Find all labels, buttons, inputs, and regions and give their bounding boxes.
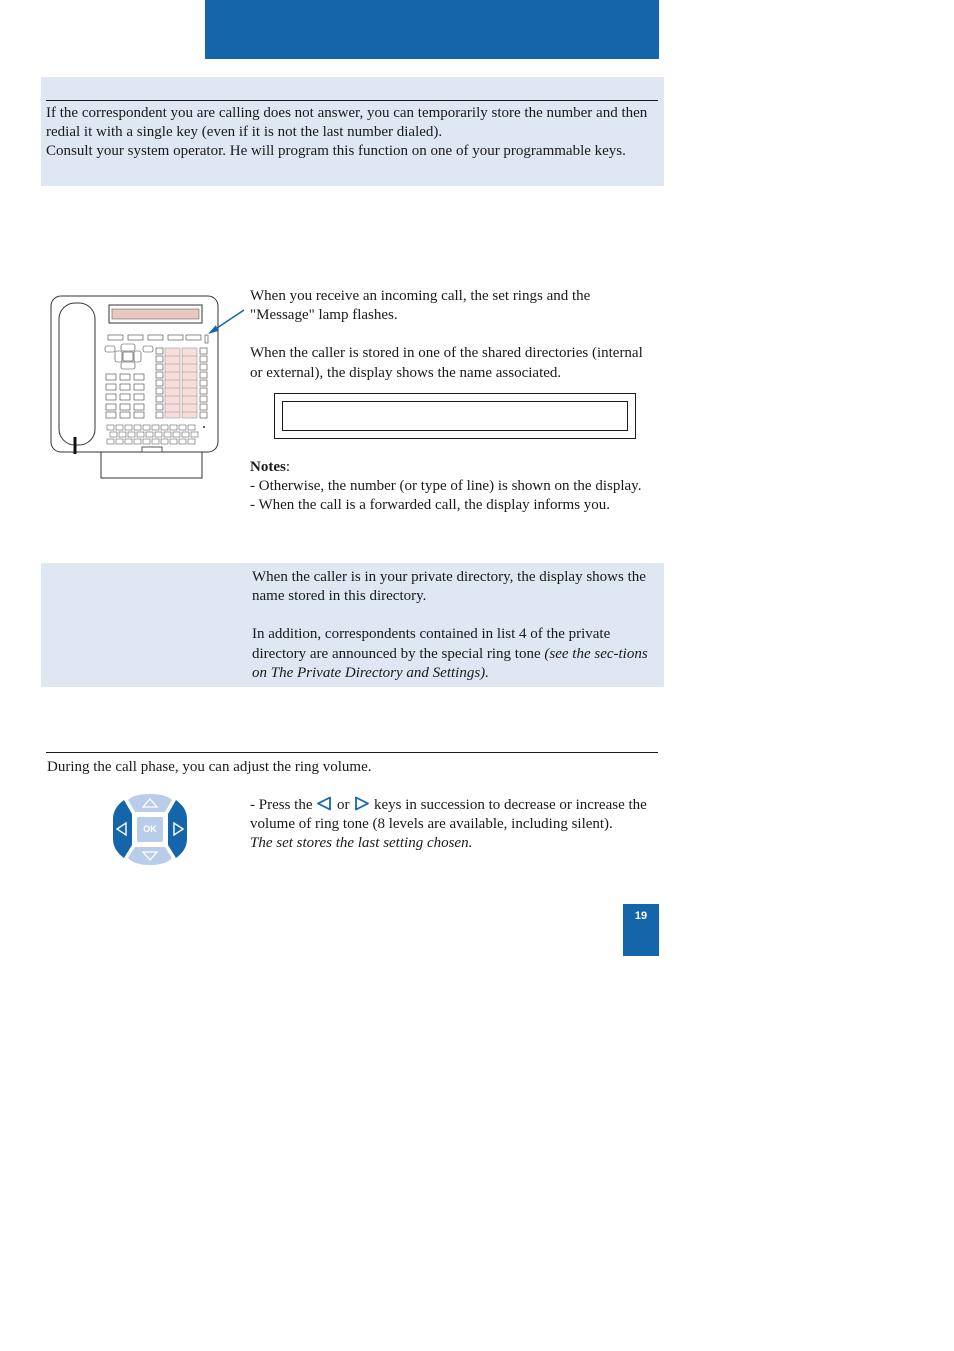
- press-suffix: keys in succession to decrease or increase the volume of ring tone (8 levels are available, including silent).: [250, 797, 647, 833]
- page-number: 19: [634, 910, 648, 922]
- shared-directory-text: When the caller is stored in one of the shared directories (internal or external), the display shows the name associated.: [250, 345, 643, 381]
- display-box: [274, 393, 636, 439]
- incoming-call-text: When you receive an incoming call, the set rings and the "Message" lamp flashes.: [250, 288, 591, 324]
- press-keys-text: [250, 796, 658, 834]
- section4-instructions: [250, 796, 658, 854]
- private-directory-text: When the caller is in your private directory, the display shows the name stored in this directory.: [252, 569, 646, 605]
- press-or: or: [337, 797, 350, 813]
- section1-text: [46, 104, 660, 162]
- notes-label: Notes: [250, 459, 286, 475]
- notes-colon: :: [285, 459, 290, 475]
- last-setting-note: [250, 834, 658, 853]
- section1-para1: If the correspondent you are calling does not answer, you can temporarily store the number and then redial it with a single key (even if it is not the last number dialed).: [46, 105, 648, 141]
- notes-block: [250, 458, 650, 516]
- note-2: - When the call is a forwarded call, the display informs you.: [250, 497, 611, 514]
- notes-heading: [250, 458, 650, 477]
- press-prefix: - Press the: [250, 797, 313, 813]
- special-ring-plain: In addition, correspondents contained in list 4 of the private directory are announced by the special ring tone: [252, 626, 611, 662]
- section2-text: [250, 287, 650, 383]
- left-arrow-key-icon: [316, 796, 333, 811]
- special-ring-reference: (see the sec-tions on The Private Directory and Settings).: [252, 645, 648, 681]
- page-number-tab: [623, 904, 659, 956]
- last-setting-italic: The set stores the last setting chosen.: [250, 835, 473, 852]
- header-band: [205, 0, 659, 59]
- section1-rule: [46, 100, 658, 101]
- section3-text: [252, 568, 654, 683]
- ok-key-label: OK: [143, 824, 157, 834]
- section4-rule: [46, 752, 658, 753]
- ring-volume-intro: During the call phase, you can adjust the ring volume.: [47, 759, 372, 775]
- display-screen: [282, 401, 628, 431]
- note-1: - Otherwise, the number (or type of line) is shown on the display.: [250, 478, 642, 495]
- phone-illustration: [48, 294, 248, 486]
- section1-para2: Consult your system operator. He will program this function on one of your programmable keys.: [46, 143, 626, 160]
- special-ring-text: [252, 625, 654, 683]
- right-arrow-key-icon: [353, 796, 370, 811]
